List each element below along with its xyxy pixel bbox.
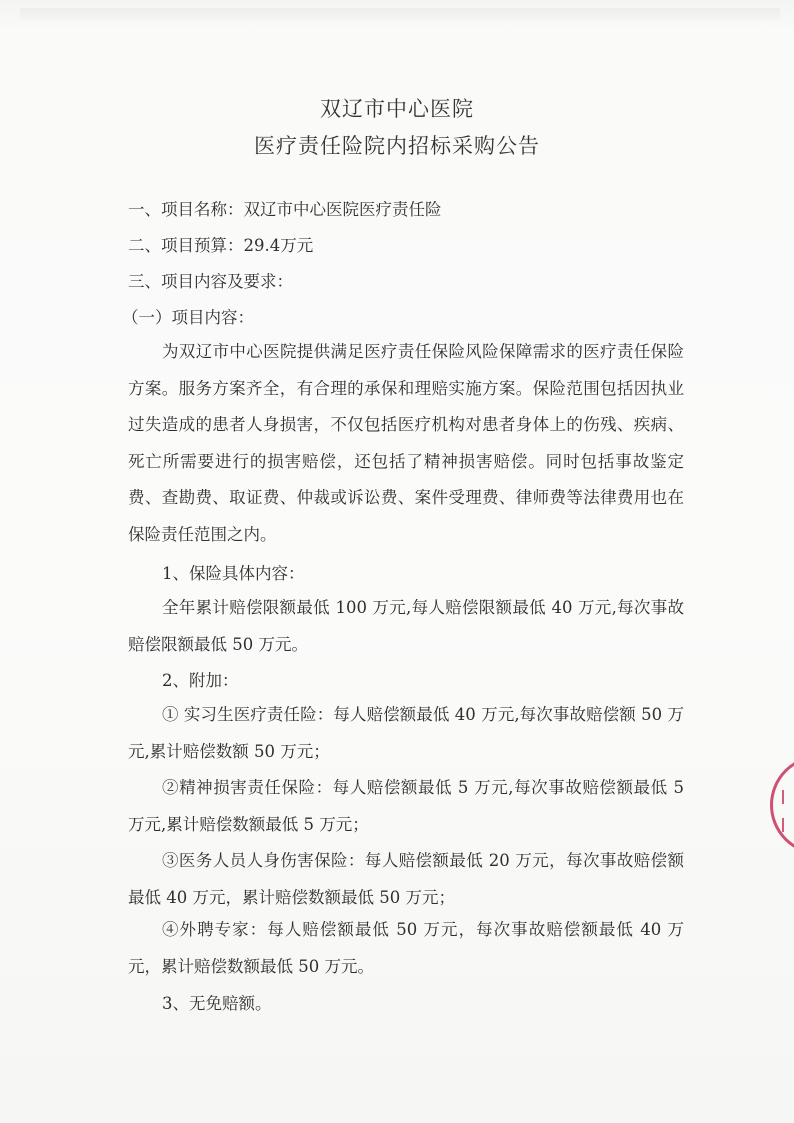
intro-paragraph: 为双辽市中心医院提供满足医疗责任保险风险保障需求的医疗责任保险方案。服务方案齐全，有合理的承保和理赔实施方案。保险范围包括因执业过失造成的患者人身损害，不仅包括医疗机构对患者身体上的伤残、疾病、死亡所需要进行的损害赔偿，还包括了精神损害赔偿。同时包括事故鉴定费、查勘费、取证费、仲裁或诉讼费、案件受理费、律师费等法律费用也在保险责任范围之内。 bbox=[128, 342, 684, 544]
addon-item-external-expert: ④外聘专家：每人赔偿额最低 50 万元，每次事故赔偿额最低 40 万元，累计赔偿数额最低 50 万元。 bbox=[128, 920, 684, 976]
project-content-subheading: （一）项目内容： bbox=[122, 308, 254, 327]
addon-item-staff-injury: ③医务人员人身伤害保险：每人赔偿额最低 20 万元，每次事故赔偿额最低 40 万元，累计赔偿数额最低 50 万元； bbox=[128, 851, 684, 907]
document-title-announcement: 医疗责任险院内招标采购公告 bbox=[254, 134, 540, 158]
scan-artifact bbox=[20, 8, 780, 22]
addon-item-mental-damage: ②精神损害责任保险：每人赔偿额最低 5 万元,每次事故赔偿额最低 5 万元,累计赔偿数额最低 5 万元； bbox=[128, 778, 684, 834]
section2-heading: 2、附加： bbox=[162, 671, 239, 690]
project-name: 一、项目名称：双辽市中心医院医疗责任险 bbox=[128, 200, 442, 219]
section3-heading: 3、无免赔额。 bbox=[162, 994, 272, 1013]
document-title-hospital: 双辽市中心医院 bbox=[320, 97, 474, 121]
official-seal-stamp bbox=[770, 755, 794, 855]
stamp-text-fragment bbox=[782, 790, 792, 804]
section1-heading: 1、保险具体内容： bbox=[162, 564, 305, 583]
project-budget: 二、项目预算：29.4万元 bbox=[128, 236, 314, 255]
section1-body: 全年累计赔偿限额最低 100 万元,每人赔偿限额最低 40 万元,每次事故赔偿限额最低 50 万元。 bbox=[128, 598, 684, 654]
stamp-text-fragment bbox=[782, 818, 792, 832]
project-content-requirements-heading: 三、项目内容及要求： bbox=[128, 272, 293, 291]
addon-item-intern-liability: ① 实习生医疗责任险：每人赔偿额最低 40 万元,每次事故赔偿额 50 万元,累计赔偿数额 50 万元； bbox=[128, 705, 684, 761]
